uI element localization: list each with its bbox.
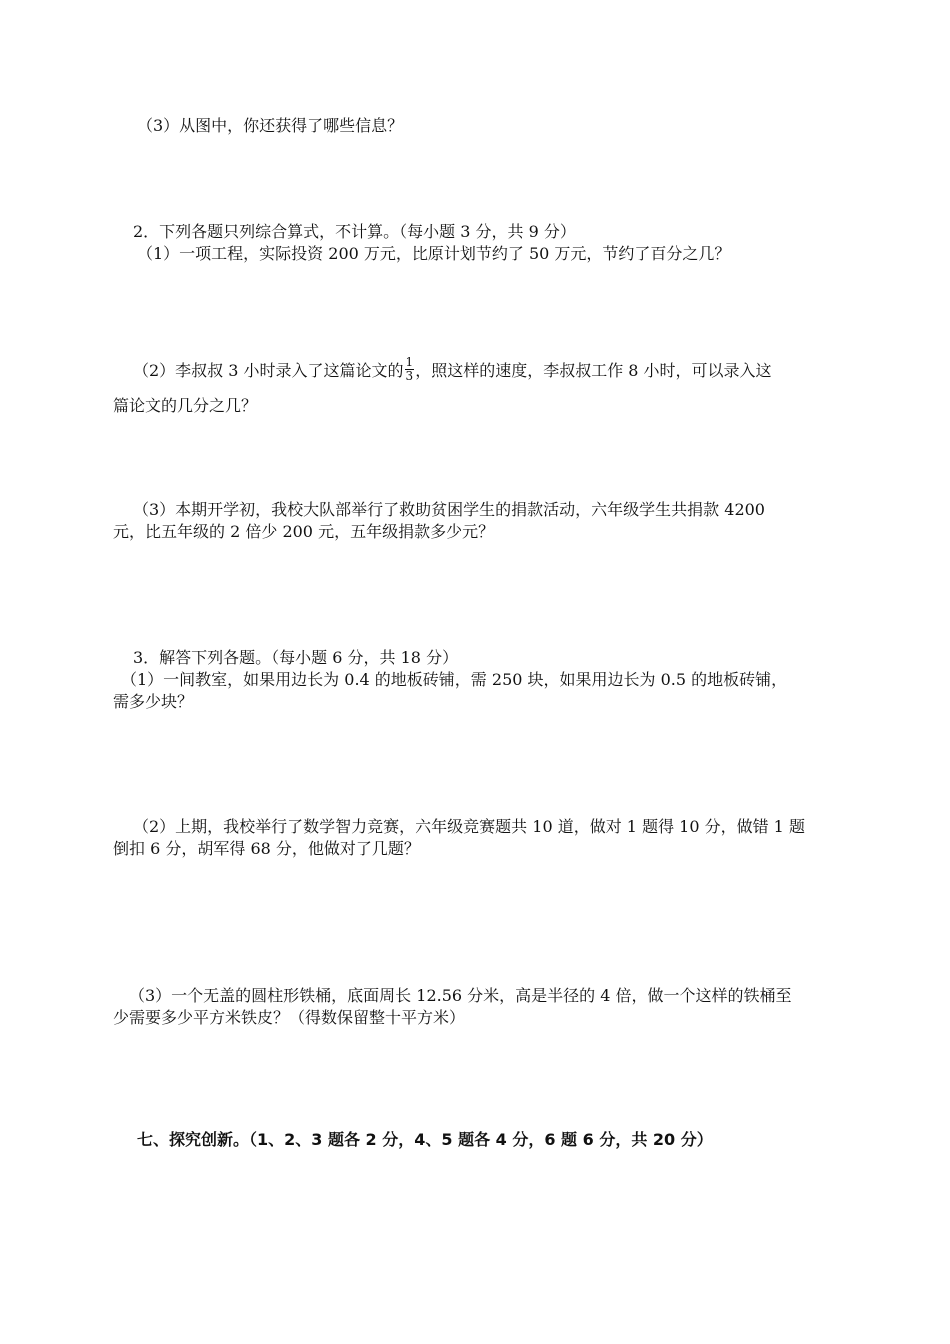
section-2-title: 2．下列各题只列综合算式，不计算。（每小题 3 分，共 9 分） <box>133 222 576 241</box>
section-3-title: 3．解答下列各题。（每小题 6 分，共 18 分） <box>133 648 459 667</box>
fraction-denominator: 3 <box>405 369 414 383</box>
section-3-part-3-line-2: 少需要多少平方米铁皮？（得数保留整十平方米） <box>113 1008 466 1027</box>
section-2-part-2-line-1 <box>133 355 772 385</box>
section-2-part-1: （1）一项工程，实际投资 200 万元，比原计划节约了 50 万元，节约了百分之几？ <box>137 244 731 263</box>
section-3-part-1-line-1: （1）一间教室，如果用边长为 0.4 的地板砖铺，需 250 块，如果用边长为 0.5 的地板砖铺， <box>121 670 788 689</box>
section-3-part-2-line-2: 倒扣 6 分，胡军得 68 分，他做对了几题？ <box>113 839 420 858</box>
fraction-one-third <box>405 356 415 383</box>
question-1-part-3: （3）从图中，你还获得了哪些信息？ <box>137 116 404 135</box>
section-2-part-2-text-after: ，照这样的速度，李叔叔工作 8 小时，可以录入这 <box>415 361 772 380</box>
fraction-numerator: 1 <box>405 355 414 369</box>
section-2-part-2-text-before: （2）李叔叔 3 小时录入了这篇论文的 <box>133 361 404 380</box>
section-3-part-1-line-2: 需多少块？ <box>113 692 194 711</box>
section-2-part-3-line-1: （3）本期开学初，我校大队部举行了救助贫困学生的捐款活动，六年级学生共捐款 4200 <box>133 500 765 519</box>
section-3-part-3-line-1: （3）一个无盖的圆柱形铁桶，底面周长 12.56 分米，高是半径的 4 倍，做一个这样的铁桶至 <box>129 986 792 1005</box>
section-3-part-2-line-1: （2）上期，我校举行了数学智力竞赛，六年级竞赛题共 10 道，做对 1 题得 10 分，做错 1 题 <box>133 817 805 836</box>
section-2-part-2-line-2: 篇论文的几分之几？ <box>113 396 258 415</box>
section-2-part-3-line-2: 元，比五年级的 2 倍少 200 元，五年级捐款多少元？ <box>113 522 495 541</box>
section-7-title: 七、探究创新。（1、2、3 题各 2 分，4、5 题各 4 分，6 题 6 分，共 20 分） <box>137 1130 713 1149</box>
